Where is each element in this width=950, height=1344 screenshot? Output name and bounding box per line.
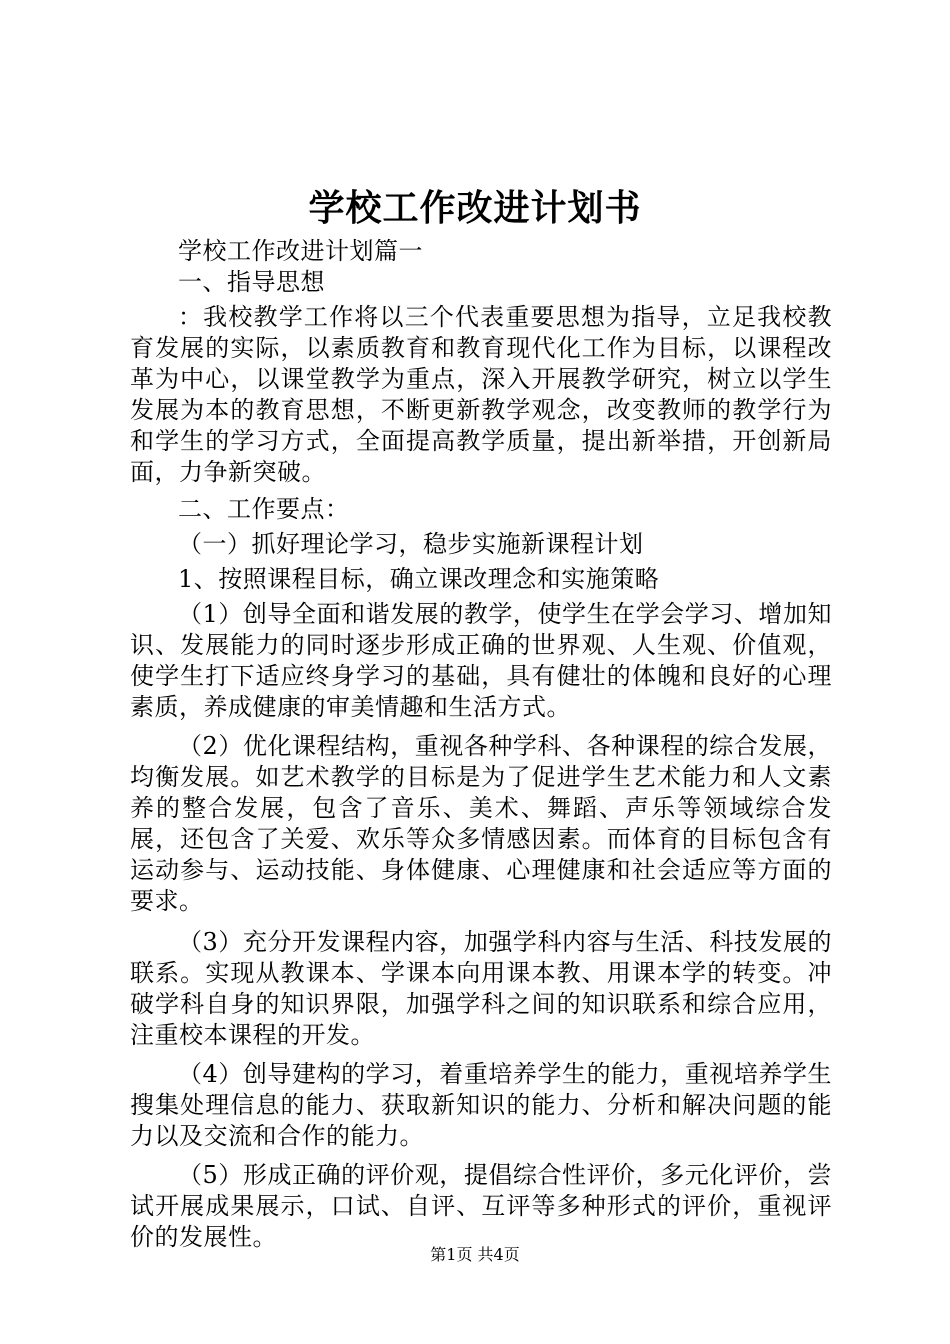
subsection-heading: 1、按照课程目标，确立课改理念和实施策略: [178, 565, 660, 593]
paragraph: （1）创导全面和谐发展的教学，使学生在学会学习、增加知识、发展能力的同时逐步形成正确的世界观、人生观、价值观，使学生打下适应终身学习的基础，具有健壮的体魄和良好的心理素质，养成健康的审美情趣和生活方式。: [130, 600, 832, 721]
paragraph: （5）形成正确的评价观，提倡综合性评价，多元化评价，尝试开展成果展示，口试、自评、互评等多种形式的评价，重视评价的发展性。: [130, 1161, 832, 1251]
document-title: 学校工作改进计划书: [308, 187, 642, 229]
section-heading: 二、工作要点：: [178, 495, 350, 523]
paragraph: （4）创导建构的学习，着重培养学生的能力，重视培养学生搜集处理信息的能力、获取新知识的能力、分析和解决问题的能力以及交流和合作的能力。: [130, 1060, 832, 1150]
paragraph: （2）优化课程结构，重视各种学科、各种课程的综合发展，均衡发展。如艺术教学的目标是为了促进学生艺术能力和人文素养的整合发展，包含了音乐、美术、舞蹈、声乐等领域综合发展，还包含了关爱、欢乐等众多情感因素。而体育的目标包含有运动参与、运动技能、身体健康、心理健康和社会适应等方面的要求。: [130, 732, 832, 915]
section-heading: 一、指导思想: [178, 268, 325, 296]
paragraph: （3）充分开发课程内容，加强学科内容与生活、科技发展的联系。实现从教课本、学课本向用课本教、用课本学的转变。冲破学科自身的知识界限，加强学科之间的知识联系和综合应用，注重校本课程的开发。: [130, 928, 832, 1049]
section-heading: 学校工作改进计划篇一: [178, 237, 423, 265]
page-footer: 第1页 共4页: [430, 1245, 520, 1264]
paragraph: ：我校教学工作将以三个代表重要思想为指导，立足我校教育发展的实际，以素质教育和教育现代化工作为目标，以课程改革为中心，以课堂教学为重点，深入开展教学研究，树立以学生发展为本的教育思想，不断更新教学观念，改变教师的教学行为和学生的学习方式，全面提高教学质量，提出新举措，开创新局面，力争新突破。: [130, 303, 832, 486]
subsection-heading: （一）抓好理论学习，稳步实施新课程计划: [178, 530, 644, 558]
document-body: [130, 236, 832, 1253]
